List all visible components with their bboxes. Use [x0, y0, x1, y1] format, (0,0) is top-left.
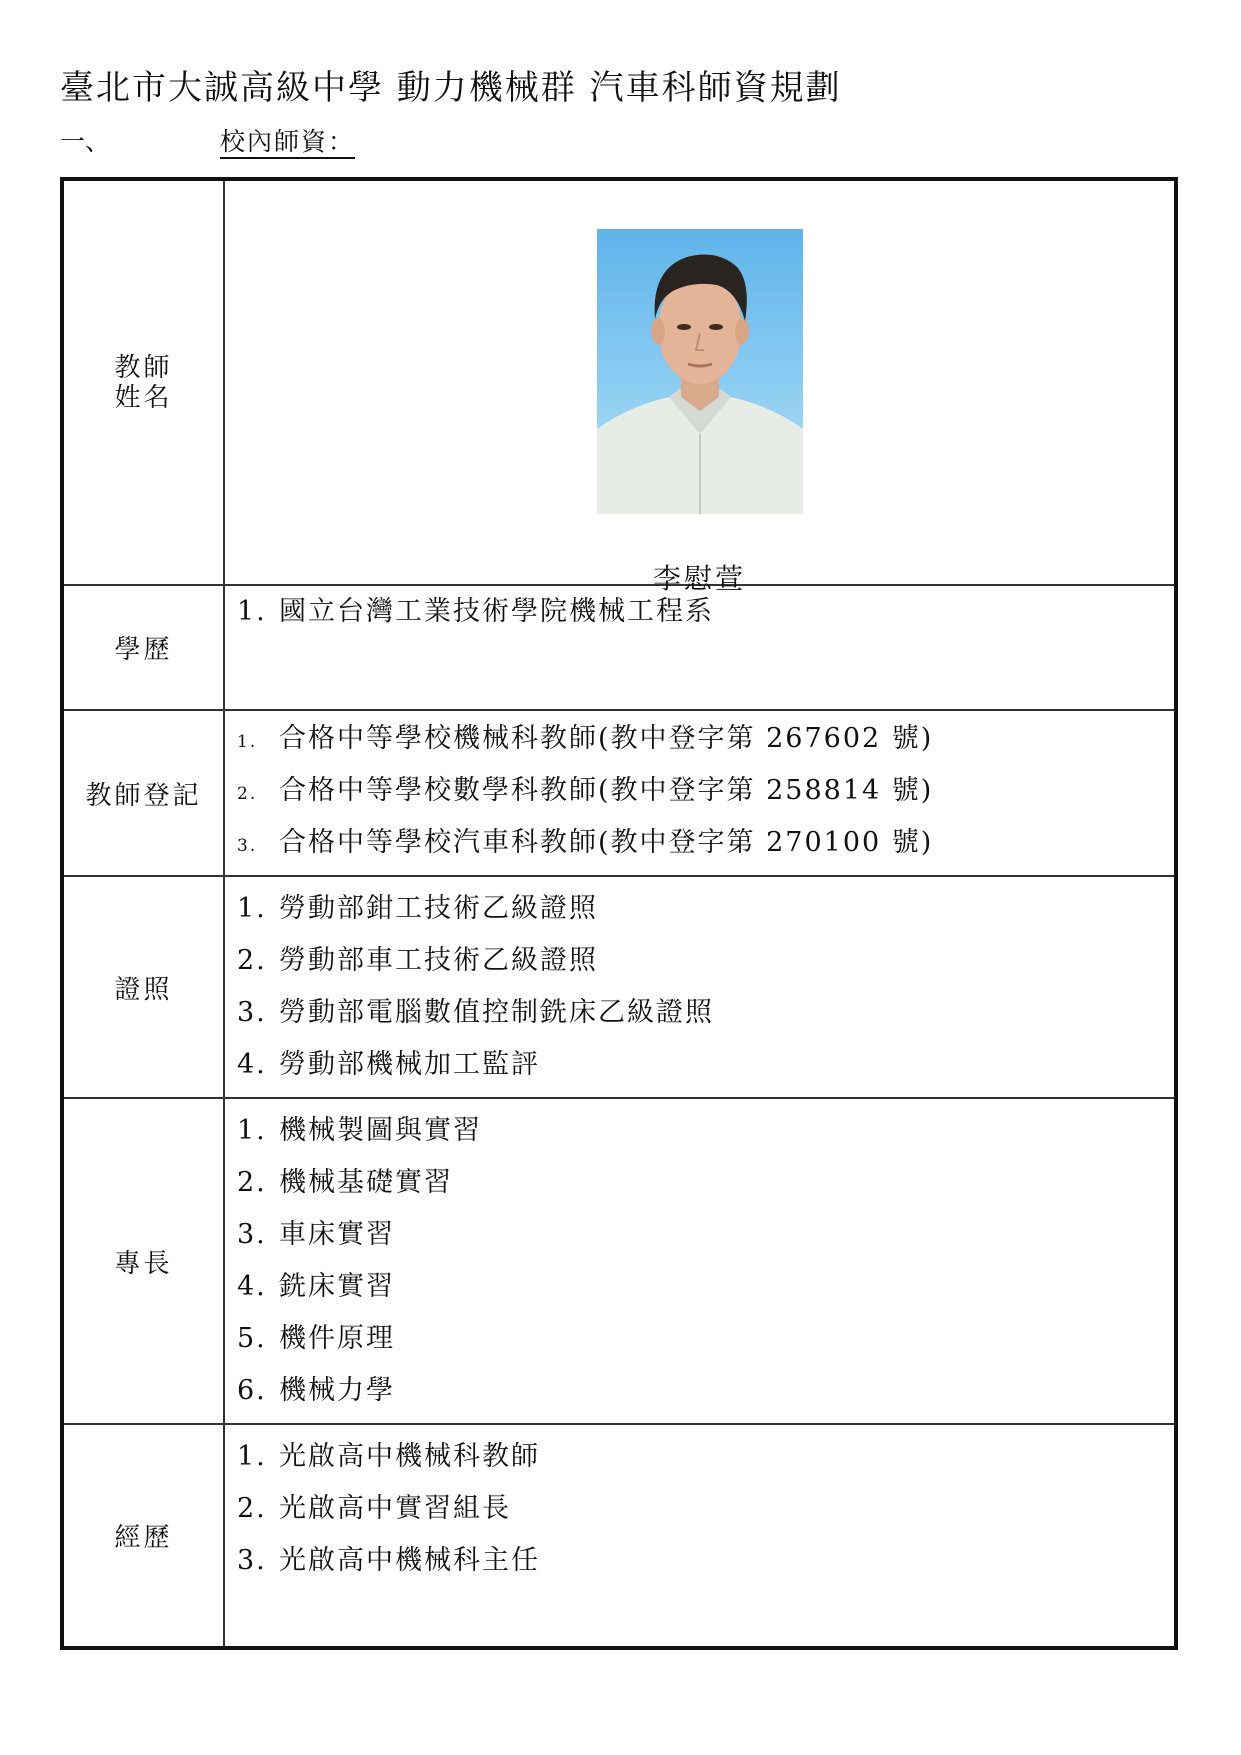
- item-number: 2.: [237, 1167, 267, 1198]
- item-number: 1.: [237, 732, 258, 752]
- teacher-portrait-icon: [597, 229, 803, 514]
- specialties-cell: [224, 1098, 1176, 1424]
- list-item: [237, 1045, 1174, 1097]
- item-text: 機械製圖與實習: [279, 1115, 482, 1146]
- experience-row: [62, 1424, 1176, 1648]
- item-number: 2.: [237, 784, 258, 804]
- item-text: 機械基礎實習: [279, 1167, 453, 1198]
- photo-cell: [224, 179, 1176, 595]
- item-text: 勞動部機械加工監評: [279, 1049, 540, 1080]
- item-text: 勞動部電腦數值控制銑床乙級證照: [279, 997, 714, 1028]
- section-heading: [60, 122, 355, 159]
- specialties-row: [62, 1098, 1176, 1424]
- list-item: [237, 719, 1174, 771]
- name-row: [62, 179, 1176, 585]
- list-item: [237, 1319, 1174, 1371]
- licenses-row: [62, 876, 1176, 1098]
- list-item: [237, 592, 1174, 644]
- item-text: 機械力學: [279, 1375, 395, 1406]
- item-number: 1.: [237, 596, 267, 627]
- item-number: 3.: [237, 1545, 267, 1576]
- registration-row: [62, 710, 1176, 876]
- item-text: 勞動部車工技術乙級證照: [279, 945, 598, 976]
- item-number: 2.: [237, 945, 267, 976]
- item-number: 4.: [237, 1049, 267, 1080]
- item-number: 2.: [237, 1493, 267, 1524]
- item-text: 國立台灣工業技術學院機械工程系: [279, 596, 714, 627]
- item-text: 車床實習: [279, 1219, 395, 1250]
- teacher-portrait-photo: [597, 229, 803, 514]
- name-label-line-1: 教師: [114, 352, 173, 383]
- list-item: [237, 1489, 1174, 1541]
- experience-label: 經歷: [62, 1424, 224, 1648]
- item-text: 光啟高中機械科教師: [279, 1441, 540, 1472]
- list-item: [237, 1437, 1174, 1489]
- item-text: 合格中等學校機械科教師(教中登字第 267602 號): [279, 723, 934, 754]
- list-item: [237, 889, 1174, 941]
- item-text: 合格中等學校汽車科教師(教中登字第 270100 號): [279, 827, 934, 858]
- list-item: [237, 1371, 1174, 1423]
- item-number: 6.: [237, 1375, 267, 1406]
- licenses-label: 證照: [62, 876, 224, 1098]
- list-item: [237, 1111, 1174, 1163]
- item-number: 1.: [237, 1441, 267, 1472]
- name-label-line-2: 姓名: [114, 382, 173, 413]
- list-item: [237, 771, 1174, 823]
- list-item: [237, 1163, 1174, 1215]
- item-number: 3.: [237, 1219, 267, 1250]
- item-text: 銑床實習: [279, 1271, 395, 1302]
- name-label-cell: [62, 179, 224, 585]
- teacher-profile-table: [60, 177, 1178, 1650]
- section-number: 一、: [60, 127, 111, 156]
- list-item: [237, 941, 1174, 993]
- list-item: [237, 1215, 1174, 1267]
- list-item: [237, 1267, 1174, 1319]
- item-text: 勞動部鉗工技術乙級證照: [279, 893, 598, 924]
- list-item: [237, 993, 1174, 1045]
- education-label: 學歷: [62, 585, 224, 710]
- item-text: 光啟高中實習組長: [279, 1493, 511, 1524]
- item-number: 1.: [237, 1115, 267, 1146]
- education-row: [62, 585, 1176, 710]
- registration-label: 教師登記: [62, 710, 224, 876]
- item-number: 3.: [237, 836, 258, 856]
- specialties-label: 專長: [62, 1098, 224, 1424]
- item-number: 1.: [237, 893, 267, 924]
- experience-cell: [224, 1424, 1176, 1648]
- item-number: 3.: [237, 997, 267, 1028]
- teacher-name: 李慰萱: [652, 562, 746, 595]
- licenses-cell: [224, 876, 1176, 1098]
- item-number: 5.: [237, 1323, 267, 1354]
- list-item: [237, 1541, 1174, 1593]
- item-text: 光啟高中機械科主任: [279, 1545, 540, 1576]
- registration-cell: [224, 710, 1176, 876]
- list-item: [237, 823, 1174, 875]
- document-title: 臺北市大誠高級中學 動力機械群 汽車科師資規劃: [60, 68, 842, 108]
- item-text: 機件原理: [279, 1323, 395, 1354]
- section-label: 校內師資：: [220, 127, 355, 159]
- item-number: 4.: [237, 1271, 267, 1302]
- item-text: 合格中等學校數學科教師(教中登字第 258814 號): [279, 775, 934, 806]
- education-cell: [224, 585, 1176, 710]
